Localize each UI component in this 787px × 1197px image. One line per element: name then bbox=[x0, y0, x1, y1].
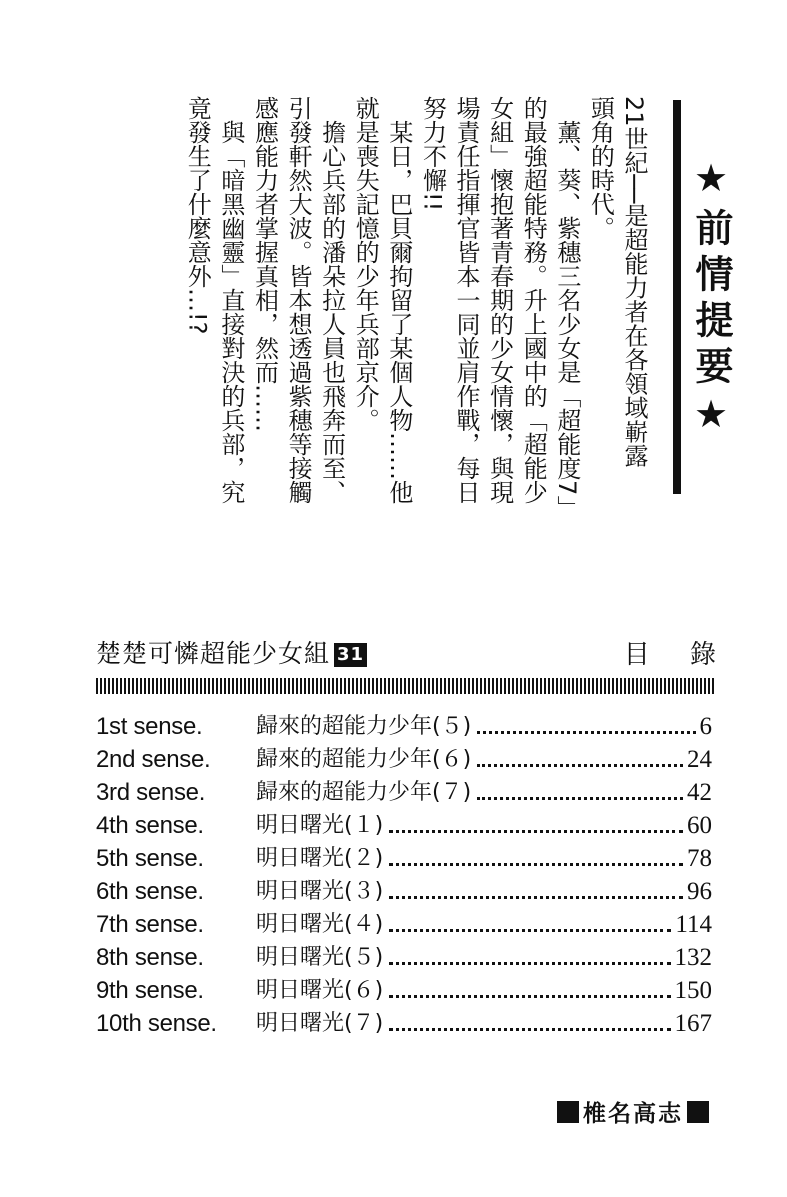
toc-chapter-title: 明日曙光(７) bbox=[256, 1011, 384, 1036]
toc-page-number: 150 bbox=[674, 977, 712, 1004]
toc-page-number: 60 bbox=[687, 812, 712, 839]
toc-entry[interactable] bbox=[96, 776, 712, 809]
toc-chapter-title: 明日曙光(２) bbox=[256, 846, 384, 871]
synopsis-line: 21世紀──是超能力者在各領域嶄露 bbox=[620, 96, 648, 468]
toc-entry[interactable] bbox=[96, 1007, 712, 1040]
synopsis-line: 努力不懈!! bbox=[418, 96, 447, 212]
toc-page-number: 78 bbox=[687, 845, 712, 872]
toc-leader bbox=[477, 743, 683, 767]
toc-chapter-title: 歸來的超能力少年(７) bbox=[256, 780, 472, 805]
toc-leader bbox=[389, 809, 683, 833]
toc-leader bbox=[389, 941, 670, 965]
synopsis-text bbox=[180, 96, 650, 526]
toc-header bbox=[96, 634, 732, 670]
toc-leader bbox=[477, 776, 683, 800]
toc-entry[interactable] bbox=[96, 941, 712, 974]
toc-sense: 1st sense. bbox=[96, 713, 203, 740]
synopsis-line: 引發軒然大波。皆本想透過紫穗等接觸 bbox=[284, 96, 313, 504]
synopsis-line: 就是喪失記憶的少年兵部京介。 bbox=[351, 96, 380, 432]
toc-heading: 目 錄 bbox=[623, 640, 732, 670]
toc-page-number: 132 bbox=[674, 944, 712, 971]
toc-sense: 8th sense. bbox=[96, 944, 204, 971]
toc-sense: 6th sense. bbox=[96, 878, 204, 905]
square-icon bbox=[687, 1101, 709, 1123]
toc-page-number: 6 bbox=[699, 713, 712, 740]
toc-page-number: 114 bbox=[675, 911, 712, 938]
toc-leader bbox=[389, 1007, 670, 1031]
toc-page-number: 42 bbox=[687, 779, 712, 806]
toc-entry[interactable] bbox=[96, 842, 712, 875]
toc-leader bbox=[477, 710, 695, 734]
volume-badge: 31 bbox=[334, 643, 367, 667]
toc-sense: 3rd sense. bbox=[96, 779, 206, 806]
synopsis-line: 感應能力者掌握真相，然而…… bbox=[250, 96, 279, 432]
toc-entry[interactable] bbox=[96, 875, 712, 908]
toc-sense: 2nd sense. bbox=[96, 746, 211, 773]
synopsis-title-bar bbox=[673, 100, 681, 494]
toc-list bbox=[96, 710, 712, 1040]
toc-chapter-title: 明日曙光(３) bbox=[256, 879, 384, 904]
toc-chapter-title: 明日曙光(６) bbox=[256, 978, 384, 1003]
toc-leader bbox=[389, 875, 683, 899]
toc-page-number: 24 bbox=[687, 746, 712, 773]
synopsis-line: 某日，巴貝爾拘留了某個人物……他 bbox=[384, 120, 413, 504]
synopsis-section bbox=[88, 96, 733, 546]
toc-sense: 10th sense. bbox=[96, 1010, 217, 1037]
toc-sense: 5th sense. bbox=[96, 845, 204, 872]
synopsis-line: 與「暗黑幽靈」直接對決的兵部，究 bbox=[216, 120, 245, 504]
toc-entry[interactable] bbox=[96, 809, 712, 842]
toc-sense: 7th sense. bbox=[96, 911, 204, 938]
series-title bbox=[96, 634, 367, 670]
toc-entry[interactable] bbox=[96, 908, 712, 941]
synopsis-line: 薰、葵、紫穗三名少女是「超能度7」 bbox=[552, 120, 581, 520]
toc-chapter-title: 明日曙光(４) bbox=[256, 912, 384, 937]
toc-leader bbox=[389, 842, 683, 866]
synopsis-line: 竟發生了什麼意外…!? bbox=[183, 96, 212, 335]
header-rule bbox=[96, 678, 714, 694]
author-name: 椎名高志 bbox=[583, 1101, 683, 1127]
toc-chapter-title: 歸來的超能力少年(５) bbox=[256, 714, 472, 739]
square-icon bbox=[557, 1101, 579, 1123]
toc-chapter-title: 明日曙光(１) bbox=[256, 813, 384, 838]
synopsis-line: 頭角的時代。 bbox=[586, 96, 615, 240]
toc-leader bbox=[389, 908, 671, 932]
toc-entry[interactable] bbox=[96, 974, 712, 1007]
toc-chapter-title: 歸來的超能力少年(６) bbox=[256, 747, 472, 772]
series-name: 楚楚可憐超能少女組 bbox=[96, 639, 331, 668]
toc-sense: 9th sense. bbox=[96, 977, 204, 1004]
synopsis-line: 女組」懷抱著青春期的少女情懷，與現 bbox=[485, 96, 514, 504]
toc-entry[interactable] bbox=[96, 710, 712, 743]
synopsis-title: ★前情提要★ bbox=[689, 156, 733, 444]
toc-sense: 4th sense. bbox=[96, 812, 204, 839]
toc-leader bbox=[389, 974, 670, 998]
toc-page-number: 167 bbox=[674, 1010, 712, 1037]
toc-page-number: 96 bbox=[687, 878, 712, 905]
synopsis-line: 的最強超能特務。升上國中的「超能少 bbox=[519, 96, 548, 504]
synopsis-line: 擔心兵部的潘朵拉人員也飛奔而至、 bbox=[317, 120, 346, 504]
author-credit bbox=[557, 1095, 709, 1128]
toc-entry[interactable] bbox=[96, 743, 712, 776]
synopsis-line: 場責任指揮官皆本一同並肩作戰，每日 bbox=[452, 96, 481, 504]
toc-chapter-title: 明日曙光(５) bbox=[256, 945, 384, 970]
